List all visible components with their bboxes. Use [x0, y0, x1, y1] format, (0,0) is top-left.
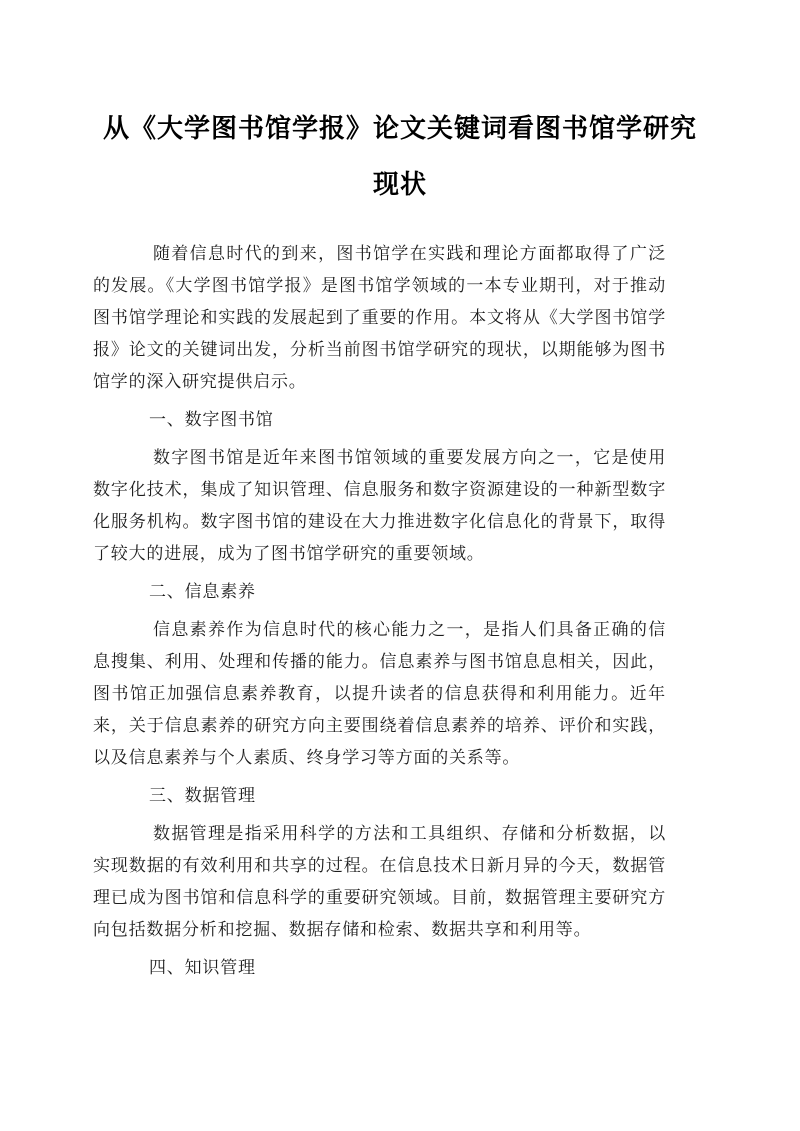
document-body: [93, 238, 666, 984]
section-paragraph-data-management: 数据管理是指采用科学的方法和工具组织、存储和分析数据，以实现数据的有效利用和共享的过程。在信息技术日新月异的今天，数据管理已成为图书馆和信息科学的重要研究领域。目前，数据管理主要研究方向包括数据分析和挖掘、数据存储和检索、数据共享和利用等。: [93, 824, 666, 939]
section-heading-knowledge-management: 四、知识管理: [149, 958, 256, 977]
section-heading-digital-library: 一、数字图书馆: [149, 410, 274, 429]
document-title-line-2: 现状: [372, 169, 427, 199]
section-heading-data-management: 三、数据管理: [149, 786, 256, 805]
intro-paragraph: 随着信息时代的到来，图书馆学在实践和理论方面都取得了广泛的发展。《大学图书馆学报》是图书馆学领域的一本专业期刊，对于推动图书馆学理论和实践的发展起到了重要的作用。本文将从《大学图书馆学报》论文的关键词出发，分析当前图书馆学研究的现状，以期能够为图书馆学的深入研究提供启示。: [93, 244, 666, 391]
section-paragraph-digital-library: 数字图书馆是近年来图书馆领域的重要发展方向之一，它是使用数字化技术，集成了知识管理、信息服务和数字资源建设的一种新型数字化服务机构。数字图书馆的建设在大力推进数字化信息化的背景下，取得了较大的进展，成为了图书馆学研究的重要领域。: [93, 448, 666, 563]
section-paragraph-information-literacy: 信息素养作为信息时代的核心能力之一，是指人们具备正确的信息搜集、利用、处理和传播的能力。信息素养与图书馆息息相关，因此，图书馆正加强信息素养教育，以提升读者的信息获得和利用能力。近年来，关于信息素养的研究方向主要围绕着信息素养的培养、评价和实践，以及信息素养与个人素质、终身学习等方面的关系等。: [93, 620, 666, 767]
section-heading-information-literacy: 二、信息素养: [149, 582, 256, 601]
document-title-line-1: 从《大学图书馆学报》论文关键词看图书馆学研究: [102, 113, 697, 143]
document-title: [0, 100, 800, 212]
